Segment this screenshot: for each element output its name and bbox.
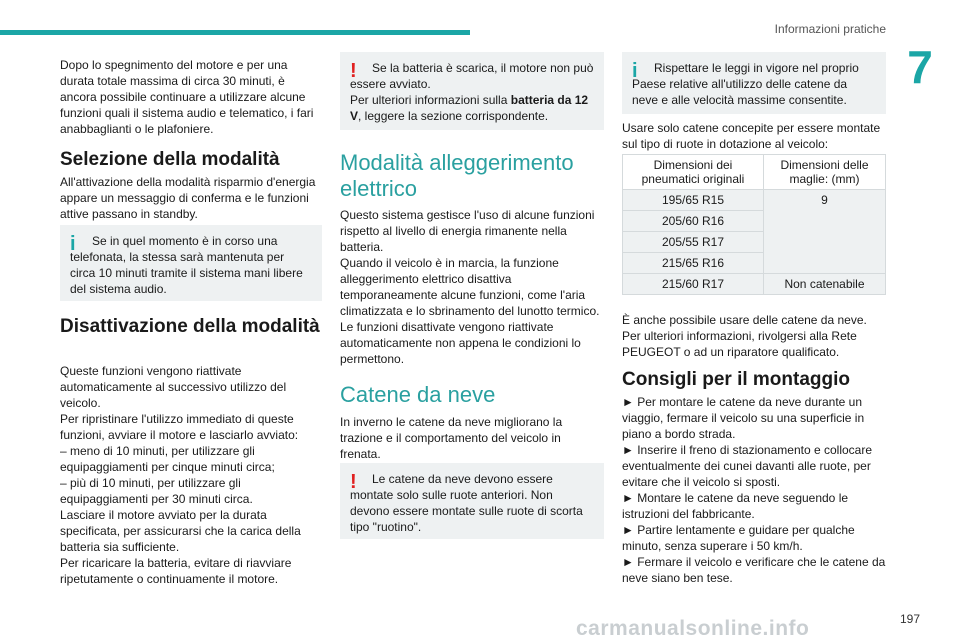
load-shedding-body xyxy=(340,207,604,367)
after-table-body xyxy=(622,312,886,360)
advice-line: ► Per montare le catene da neve durante un viaggio, fermare il veicolo su una superficie in piano a bordo strada. xyxy=(622,395,865,441)
info-note-text: Se in quel momento è in corso una telefonata, la stessa sarà mantenuta per circa 10 minuti tramite il sistema mani libere del sistema audio. xyxy=(70,234,303,296)
after-table-line: È anche possibile usare delle catene da neve. xyxy=(622,313,867,327)
battery-reference: batteria da 12 V xyxy=(350,93,589,123)
heading-deactivation: Disattivazione della modalità xyxy=(60,316,320,337)
warning-icon: ! xyxy=(350,60,357,82)
load-shedding-line: Le funzioni disattivate vengono riattivate automaticamente non appena le condizioni lo permettono. xyxy=(340,320,581,366)
heading-load-shedding: Modalità alleggerimento elettrico xyxy=(340,150,574,201)
table-cell: 205/60 R16 xyxy=(623,211,764,232)
deactivation-line: – più di 10 minuti, per utilizzare gli equipaggiamenti per 30 minuti circa. xyxy=(60,476,253,506)
table-header: Dimensioni delle maglie: (mm) xyxy=(764,155,886,190)
page-number: 197 xyxy=(900,612,921,626)
info-icon: i xyxy=(70,233,76,255)
info-note-laws xyxy=(622,52,886,114)
info-note-laws-text: Rispettare le leggi in vigore nel proprio Paese relative all'utilizzo delle catene da neve e alle velocità massime consentite. xyxy=(632,61,859,107)
after-table-line: Per ulteriori informazioni, rivolgersi alla Rete PEUGEOT o ad un riparatore qualificato. xyxy=(622,329,857,359)
load-shedding-line: Quando il veicolo è in marcia, la funzione alleggerimento elettrico disattiva temporaneamente alcune funzioni, come l'aria climatizzata e lo sbrinamento del lunotto termico. xyxy=(340,256,600,318)
heading-snow-chains: Catene da neve xyxy=(340,382,496,407)
deactivation-body xyxy=(60,363,322,587)
chains-table xyxy=(622,154,886,295)
warning-text-part: , leggere la sezione corrispondente. xyxy=(358,109,549,123)
table-cell: Non catenabile xyxy=(764,274,886,295)
warning-note-battery xyxy=(340,52,604,130)
deactivation-line: Queste funzioni vengono riattivate automaticamente al successivo utilizzo del veicolo. xyxy=(60,364,287,410)
watermark: carmanualsonline.info xyxy=(576,617,810,640)
table-cell: 195/65 R15 xyxy=(623,190,764,211)
heading-selection: Selezione della modalità xyxy=(60,149,280,170)
warning-icon: ! xyxy=(350,471,357,493)
table-header: Dimensioni dei pneumatici originali xyxy=(623,155,764,190)
header-accent-bar xyxy=(0,30,470,35)
advice-line: ► Partire lentamente e guidare per qualche minuto, senza superare i 50 km/h. xyxy=(622,523,855,553)
deactivation-line: – meno di 10 minuti, per utilizzare gli equipaggiamenti per cinque minuti circa; xyxy=(60,444,275,474)
advice-line: ► Montare le catene da neve seguendo le istruzioni del fabbricante. xyxy=(622,491,849,521)
table-cell-merged: 9 xyxy=(764,190,886,274)
table-cell: 205/55 R17 xyxy=(623,232,764,253)
load-shedding-line: Questo sistema gestisce l'uso di alcune funzioni rispetto al livello di energia rimanente nella batteria. xyxy=(340,208,595,254)
info-icon: i xyxy=(632,60,638,82)
chains-intro: Usare solo catene concepite per essere montate sul tipo di ruote in dotazione al veicolo: xyxy=(622,121,881,151)
deactivation-line: Lasciare il motore avviato per la durata specificata, per assicurarsi che la carica della batteria sia sufficiente. xyxy=(60,508,301,554)
deactivation-line: Per ricaricare la batteria, evitare di riavviare ripetutamente o continuamente il motore. xyxy=(60,556,292,586)
info-note xyxy=(60,225,322,301)
warning-note-text: Se la batteria è scarica, il motore non può essere avviato. xyxy=(350,61,594,91)
selection-paragraph: All'attivazione della modalità risparmio d'energia appare un messaggio di conferma e le funzioni attive passano in standby. xyxy=(60,175,316,221)
heading-advice: Consigli per il montaggio xyxy=(622,369,850,390)
section-title: Informazioni pratiche xyxy=(774,22,886,36)
deactivation-line: Per ripristinare l'utilizzo immediato di queste funzioni, avviare il motore e lasciarlo avviato: xyxy=(60,412,299,442)
warning-text-part: Per ulteriori informazioni sulla xyxy=(350,93,511,107)
advice-line: ► Fermare il veicolo e verificare che le catene da neve siano ben tese. xyxy=(622,555,886,585)
chapter-number: 7 xyxy=(907,41,933,93)
table-cell: 215/65 R16 xyxy=(623,253,764,274)
warning-note-text-2 xyxy=(350,92,594,124)
intro-paragraph: Dopo lo spegnimento del motore e per una durata totale massima di circa 30 minuti, è ancora possibile continuare a utilizzare alcune funzioni quali il sistema audio e telematico, i fari anabbaglianti o le plafoniere. xyxy=(60,58,314,136)
table-cell: 215/60 R17 xyxy=(623,274,764,295)
snow-chains-paragraph: In inverno le catene da neve migliorano la trazione e il comportamento del veicolo in frenata. xyxy=(340,415,563,461)
advice-body xyxy=(622,394,886,586)
warning-note-chains xyxy=(340,463,604,539)
warning-note-chains-text: Le catene da neve devono essere montate solo sulle ruote anteriori. Non devono essere montate sulle ruote di scorta tipo "ruotino". xyxy=(350,472,583,534)
advice-line: ► Inserire il freno di stazionamento e collocare eventualmente dei cunei davanti alle ruote, per evitare che il veicolo si sposti. xyxy=(622,443,872,489)
